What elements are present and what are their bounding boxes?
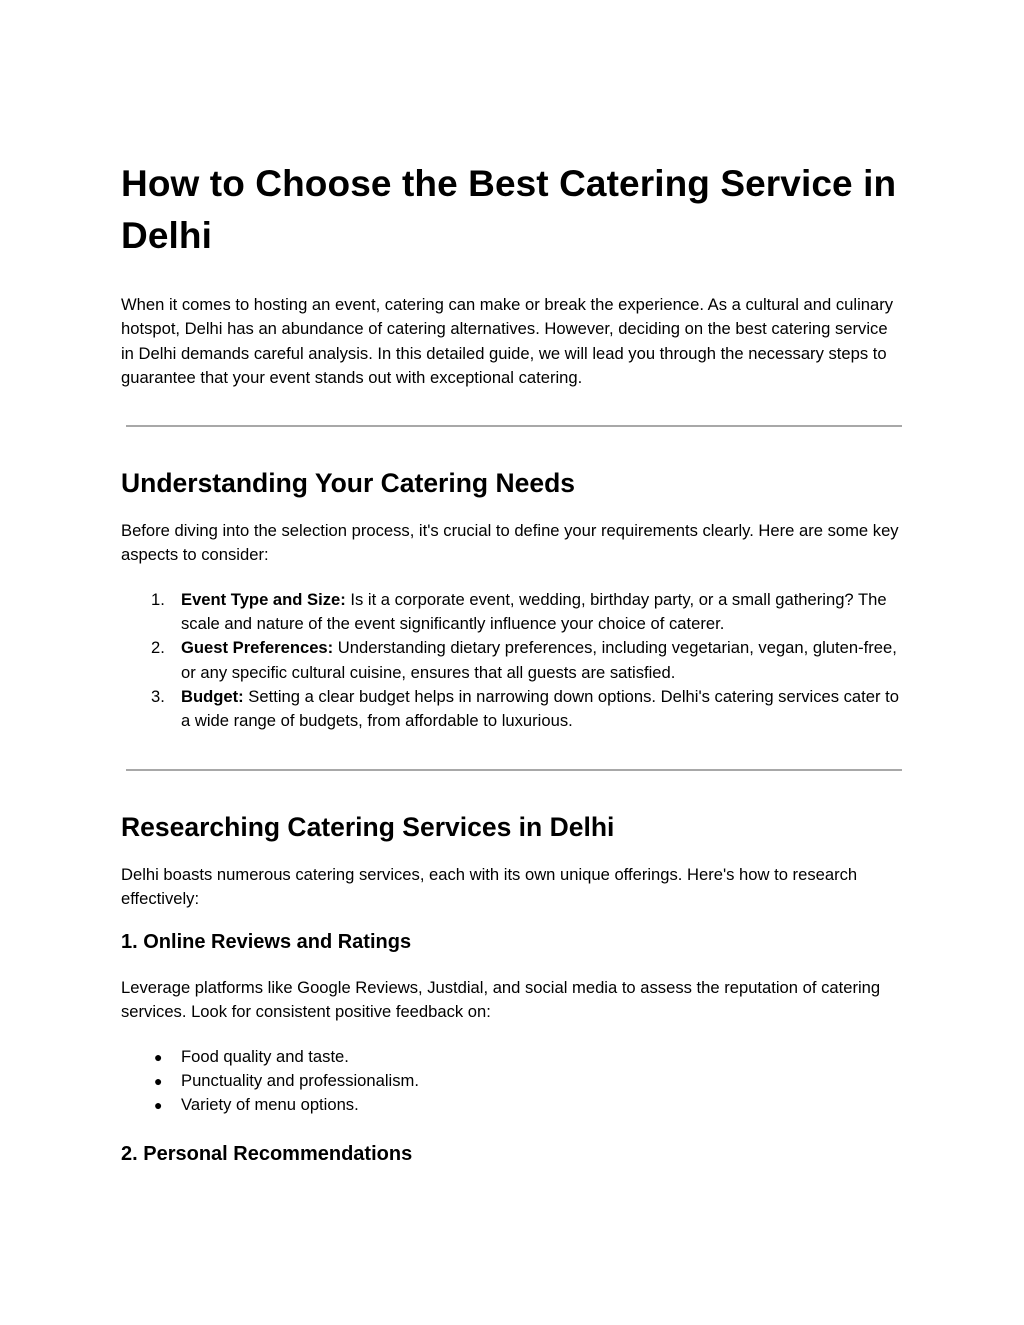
horizontal-divider xyxy=(126,769,902,771)
list-number: 1. xyxy=(151,589,165,609)
list-number: 2. xyxy=(151,638,165,658)
section-research-paragraph: Delhi boasts numerous catering services, each with its own unique offerings. Here's how to research effectively: xyxy=(121,864,858,908)
list-item-label: Guest Preferences: xyxy=(181,638,334,658)
bullet-icon: ● xyxy=(154,1048,163,1065)
list-item-label: Event Type and Size: xyxy=(181,589,346,609)
list-item xyxy=(121,636,902,685)
section-heading-needs: Understanding Your Catering Needs xyxy=(121,468,576,499)
bullet-text: Variety of menu options. xyxy=(181,1095,359,1115)
bullet-text: Food quality and taste. xyxy=(181,1046,349,1066)
list-item xyxy=(121,1093,902,1117)
online-reviews-paragraph: Leverage platforms like Google Reviews, Justdial, and social media to assess the reputation of catering services. Look for consistent positive feedback on: xyxy=(121,978,881,1022)
intro-paragraph: When it comes to hosting an event, catering can make or break the experience. As a cultural and culinary hotspot, Delhi has an abundance of catering alternatives. However, deciding on the best catering service in Delhi demands careful analysis. In this detailed guide, we will lead you through the necessary steps to guarantee that your event stands out with exceptional catering. xyxy=(121,295,894,387)
feedback-bullet-list xyxy=(121,1045,902,1118)
section-heading-research: Researching Catering Services in Delhi xyxy=(121,811,615,842)
list-item xyxy=(121,588,902,637)
bullet-icon: ● xyxy=(154,1097,163,1114)
list-item xyxy=(121,1045,902,1069)
subheading-personal-recommendations: 2. Personal Recommendations xyxy=(121,1142,413,1165)
list-item-label: Budget: xyxy=(181,686,244,706)
list-item xyxy=(121,685,902,734)
section-needs-paragraph: Before diving into the selection process, it's crucial to define your requirements clearly. Here are some key aspects to consider: xyxy=(121,521,899,565)
list-item xyxy=(121,1069,902,1093)
page-title: How to Choose the Best Catering Service in Delhi xyxy=(121,163,897,256)
subheading-online-reviews: 1. Online Reviews and Ratings xyxy=(121,931,412,954)
list-item-text: Understanding dietary preferences, including vegetarian, vegan, gluten-free, or any specific cultural cuisine, ensures that all guests are satisfied. xyxy=(181,638,897,682)
list-item-text: Setting a clear budget helps in narrowing down options. Delhi's catering services cater to a wide range of budgets, from affordable to luxurious. xyxy=(181,686,899,731)
bullet-text: Punctuality and professionalism. xyxy=(181,1071,419,1091)
list-number: 3. xyxy=(151,686,165,706)
horizontal-divider xyxy=(126,425,902,427)
bullet-icon: ● xyxy=(154,1073,163,1090)
needs-numbered-list xyxy=(121,588,902,734)
list-item-text: Is it a corporate event, wedding, birthday party, or a small gathering? The scale and nature of the event significantly influence your choice of caterer. xyxy=(181,589,887,634)
